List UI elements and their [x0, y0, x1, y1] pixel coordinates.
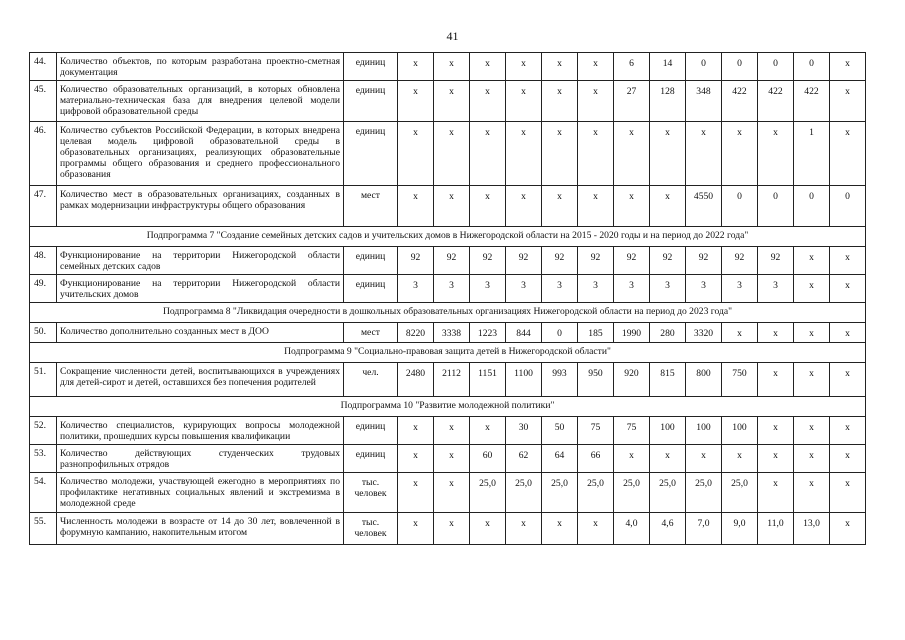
value-cell: 92 [470, 247, 506, 275]
indicator-name: Количество молодежи, участвующей ежегодно в мероприятиях по профилактике негативных социальных явлений и экстремизма в молодежной среде [57, 473, 344, 513]
value-cell: х [830, 81, 866, 122]
value-cell: 25,0 [614, 473, 650, 513]
subprogram-header-row [30, 343, 866, 363]
value-cell: 25,0 [686, 473, 722, 513]
value-cell: 0 [758, 53, 794, 81]
value-cell: 2112 [434, 363, 470, 397]
value-cell: х [830, 513, 866, 545]
value-cell: 3 [398, 275, 434, 303]
indicator-name: Количество действующих студенческих трудовых разнопрофильных отрядов [57, 445, 344, 473]
value-cell: 128 [650, 81, 686, 122]
table-row [30, 81, 866, 122]
unit-cell: мест [344, 323, 398, 343]
value-cell: 92 [434, 247, 470, 275]
value-cell: х [434, 122, 470, 186]
value-cell: х [650, 445, 686, 473]
value-cell: х [758, 363, 794, 397]
value-cell: 6 [614, 53, 650, 81]
value-cell: 75 [614, 417, 650, 445]
value-cell: х [470, 513, 506, 545]
indicator-name: Функционирование на территории Нижегородской области учительских домов [57, 275, 344, 303]
value-cell: х [722, 323, 758, 343]
indicator-name: Количество специалистов, курирующих вопросы молодежной политики, прошедших курсы повышения квалификации [57, 417, 344, 445]
unit-cell: тыс. человек [344, 513, 398, 545]
indicator-name: Сокращение численности детей, воспитывающихся в учреждениях для детей-сирот и детей, оставшихся без попечения родителей [57, 363, 344, 397]
value-cell: 0 [722, 186, 758, 227]
row-number: 55. [30, 513, 57, 545]
row-number: 52. [30, 417, 57, 445]
value-cell: х [650, 186, 686, 227]
value-cell: х [830, 473, 866, 513]
value-cell: х [506, 186, 542, 227]
subprogram-title: Подпрограмма 8 "Ликвидация очередности в дошкольных образовательных организациях Нижегородской области на период до 2023 года" [30, 303, 866, 323]
value-cell: 100 [650, 417, 686, 445]
value-cell: 92 [398, 247, 434, 275]
value-cell: х [470, 122, 506, 186]
page-number: 41 [446, 29, 459, 43]
value-cell: 4,0 [614, 513, 650, 545]
value-cell: х [542, 122, 578, 186]
value-cell: х [794, 363, 830, 397]
value-cell: 50 [542, 417, 578, 445]
row-number: 45. [30, 81, 57, 122]
row-number: 44. [30, 53, 57, 81]
value-cell: х [614, 186, 650, 227]
row-number: 48. [30, 247, 57, 275]
value-cell: х [398, 417, 434, 445]
value-cell: х [434, 186, 470, 227]
value-cell: х [794, 445, 830, 473]
value-cell: 3 [722, 275, 758, 303]
row-number: 50. [30, 323, 57, 343]
value-cell: х [506, 53, 542, 81]
value-cell: х [830, 122, 866, 186]
value-cell: 844 [506, 323, 542, 343]
value-cell: х [830, 275, 866, 303]
value-cell: 348 [686, 81, 722, 122]
value-cell: 0 [830, 186, 866, 227]
value-cell: х [434, 53, 470, 81]
table-row [30, 323, 866, 343]
value-cell: 30 [506, 417, 542, 445]
value-cell: х [794, 275, 830, 303]
value-cell: х [686, 445, 722, 473]
value-cell: х [830, 247, 866, 275]
subprogram-header-row [30, 227, 866, 247]
value-cell: 100 [686, 417, 722, 445]
value-cell: 9,0 [722, 513, 758, 545]
value-cell: х [614, 445, 650, 473]
value-cell: 1223 [470, 323, 506, 343]
value-cell: 25,0 [722, 473, 758, 513]
value-cell: 950 [578, 363, 614, 397]
value-cell: х [830, 445, 866, 473]
value-cell: 66 [578, 445, 614, 473]
value-cell: 27 [614, 81, 650, 122]
value-cell: 3338 [434, 323, 470, 343]
table-row [30, 445, 866, 473]
row-number: 51. [30, 363, 57, 397]
value-cell: х [614, 122, 650, 186]
value-cell: 1100 [506, 363, 542, 397]
value-cell: х [830, 53, 866, 81]
value-cell: 3 [758, 275, 794, 303]
value-cell: 3 [650, 275, 686, 303]
value-cell: 60 [470, 445, 506, 473]
value-cell: х [398, 53, 434, 81]
unit-cell: единиц [344, 53, 398, 81]
indicators-table [29, 52, 866, 545]
value-cell: х [470, 186, 506, 227]
value-cell: 3320 [686, 323, 722, 343]
value-cell: х [722, 122, 758, 186]
value-cell: 993 [542, 363, 578, 397]
unit-cell: единиц [344, 275, 398, 303]
value-cell: 800 [686, 363, 722, 397]
value-cell: 92 [506, 247, 542, 275]
subprogram-header-row [30, 303, 866, 323]
value-cell: х [470, 53, 506, 81]
value-cell: х [794, 247, 830, 275]
value-cell: х [398, 473, 434, 513]
indicator-name: Численность молодежи в возрасте от 14 до 30 лет, вовлеченной в форумную кампанию, накопительным итогом [57, 513, 344, 545]
value-cell: х [434, 513, 470, 545]
subprogram-header-row [30, 397, 866, 417]
value-cell: х [506, 122, 542, 186]
value-cell: 92 [758, 247, 794, 275]
unit-cell: единиц [344, 417, 398, 445]
value-cell: х [794, 323, 830, 343]
value-cell: 0 [722, 53, 758, 81]
value-cell: 1151 [470, 363, 506, 397]
row-number: 54. [30, 473, 57, 513]
value-cell: 280 [650, 323, 686, 343]
unit-cell: единиц [344, 247, 398, 275]
subprogram-title: Подпрограмма 9 "Социально-правовая защита детей в Нижегородской области" [30, 343, 866, 363]
value-cell: х [578, 122, 614, 186]
value-cell: 92 [686, 247, 722, 275]
value-cell: х [542, 513, 578, 545]
value-cell: 750 [722, 363, 758, 397]
value-cell: 25,0 [542, 473, 578, 513]
value-cell: х [398, 513, 434, 545]
indicator-name: Количество объектов, по которым разработана проектно-сметная документация [57, 53, 344, 81]
value-cell: х [794, 473, 830, 513]
value-cell: 64 [542, 445, 578, 473]
value-cell: 1990 [614, 323, 650, 343]
value-cell: 4,6 [650, 513, 686, 545]
value-cell: 422 [722, 81, 758, 122]
value-cell: х [758, 473, 794, 513]
value-cell: 3 [542, 275, 578, 303]
value-cell: 0 [686, 53, 722, 81]
value-cell: 3 [578, 275, 614, 303]
value-cell: х [398, 445, 434, 473]
value-cell: 4550 [686, 186, 722, 227]
value-cell: 92 [614, 247, 650, 275]
value-cell: 815 [650, 363, 686, 397]
table-row [30, 122, 866, 186]
value-cell: 25,0 [470, 473, 506, 513]
value-cell: х [398, 81, 434, 122]
value-cell: 0 [542, 323, 578, 343]
subprogram-title: Подпрограмма 10 "Развитие молодежной политики" [30, 397, 866, 417]
value-cell: х [434, 81, 470, 122]
value-cell: х [434, 473, 470, 513]
value-cell: 3 [506, 275, 542, 303]
row-number: 47. [30, 186, 57, 227]
value-cell: х [434, 445, 470, 473]
unit-cell: единиц [344, 81, 398, 122]
value-cell: х [758, 417, 794, 445]
value-cell: 185 [578, 323, 614, 343]
value-cell: 422 [794, 81, 830, 122]
value-cell: х [794, 417, 830, 445]
value-cell: х [470, 417, 506, 445]
table-row [30, 247, 866, 275]
value-cell: 75 [578, 417, 614, 445]
value-cell: х [830, 417, 866, 445]
value-cell: х [758, 445, 794, 473]
value-cell: 422 [758, 81, 794, 122]
unit-cell: мест [344, 186, 398, 227]
value-cell: 14 [650, 53, 686, 81]
value-cell: 25,0 [578, 473, 614, 513]
value-cell: 8220 [398, 323, 434, 343]
indicator-name: Количество дополнительно созданных мест в ДОО [57, 323, 344, 343]
value-cell: 0 [794, 186, 830, 227]
value-cell: х [398, 122, 434, 186]
value-cell: 3 [614, 275, 650, 303]
value-cell: х [506, 513, 542, 545]
value-cell: 3 [470, 275, 506, 303]
value-cell: х [722, 445, 758, 473]
value-cell: 100 [722, 417, 758, 445]
unit-cell: единиц [344, 122, 398, 186]
value-cell: х [686, 122, 722, 186]
value-cell: х [758, 122, 794, 186]
subprogram-title: Подпрограмма 7 "Создание семейных детских садов и учительских домов в Нижегородской области на 2015 - 2020 годы и на период до 2022 года" [30, 227, 866, 247]
indicator-name: Функционирование на территории Нижегородской области семейных детских садов [57, 247, 344, 275]
value-cell: 7,0 [686, 513, 722, 545]
value-cell: 92 [650, 247, 686, 275]
value-cell: х [578, 186, 614, 227]
value-cell: х [830, 323, 866, 343]
table-row [30, 473, 866, 513]
value-cell: х [578, 513, 614, 545]
value-cell: х [758, 323, 794, 343]
value-cell: 1 [794, 122, 830, 186]
value-cell: х [398, 186, 434, 227]
value-cell: 3 [434, 275, 470, 303]
table-row [30, 363, 866, 397]
table-row [30, 275, 866, 303]
row-number: 46. [30, 122, 57, 186]
value-cell: х [542, 81, 578, 122]
unit-cell: тыс. человек [344, 473, 398, 513]
row-number: 53. [30, 445, 57, 473]
value-cell: х [578, 81, 614, 122]
table-row [30, 186, 866, 227]
value-cell: х [542, 53, 578, 81]
value-cell: 0 [758, 186, 794, 227]
value-cell: х [542, 186, 578, 227]
indicator-name: Количество образовательных организаций, в которых обновлена материально-техническая база для внедрения целевой модели цифровой образовательной среды [57, 81, 344, 122]
value-cell: 92 [542, 247, 578, 275]
value-cell: 62 [506, 445, 542, 473]
value-cell: х [434, 417, 470, 445]
value-cell: х [578, 53, 614, 81]
indicator-name: Количество субъектов Российской Федерации, в которых внедрена целевая модель цифровой образовательной среды в образовательных организациях, реализующих образовательные программы общего образования и среднего профессионального образования [57, 122, 344, 186]
value-cell: 0 [794, 53, 830, 81]
value-cell: 92 [722, 247, 758, 275]
value-cell: 25,0 [650, 473, 686, 513]
value-cell: 3 [686, 275, 722, 303]
table-row [30, 513, 866, 545]
value-cell: 920 [614, 363, 650, 397]
value-cell: 2480 [398, 363, 434, 397]
unit-cell: чел. [344, 363, 398, 397]
table-row [30, 417, 866, 445]
value-cell: х [506, 81, 542, 122]
table-row [30, 53, 866, 81]
row-number: 49. [30, 275, 57, 303]
value-cell: х [470, 81, 506, 122]
indicator-name: Количество мест в образовательных организациях, созданных в рамках модернизации инфраструктуры общего образования [57, 186, 344, 227]
value-cell: 13,0 [794, 513, 830, 545]
value-cell: х [830, 363, 866, 397]
value-cell: 11,0 [758, 513, 794, 545]
value-cell: 92 [578, 247, 614, 275]
unit-cell: единиц [344, 445, 398, 473]
value-cell: 25,0 [506, 473, 542, 513]
value-cell: х [650, 122, 686, 186]
